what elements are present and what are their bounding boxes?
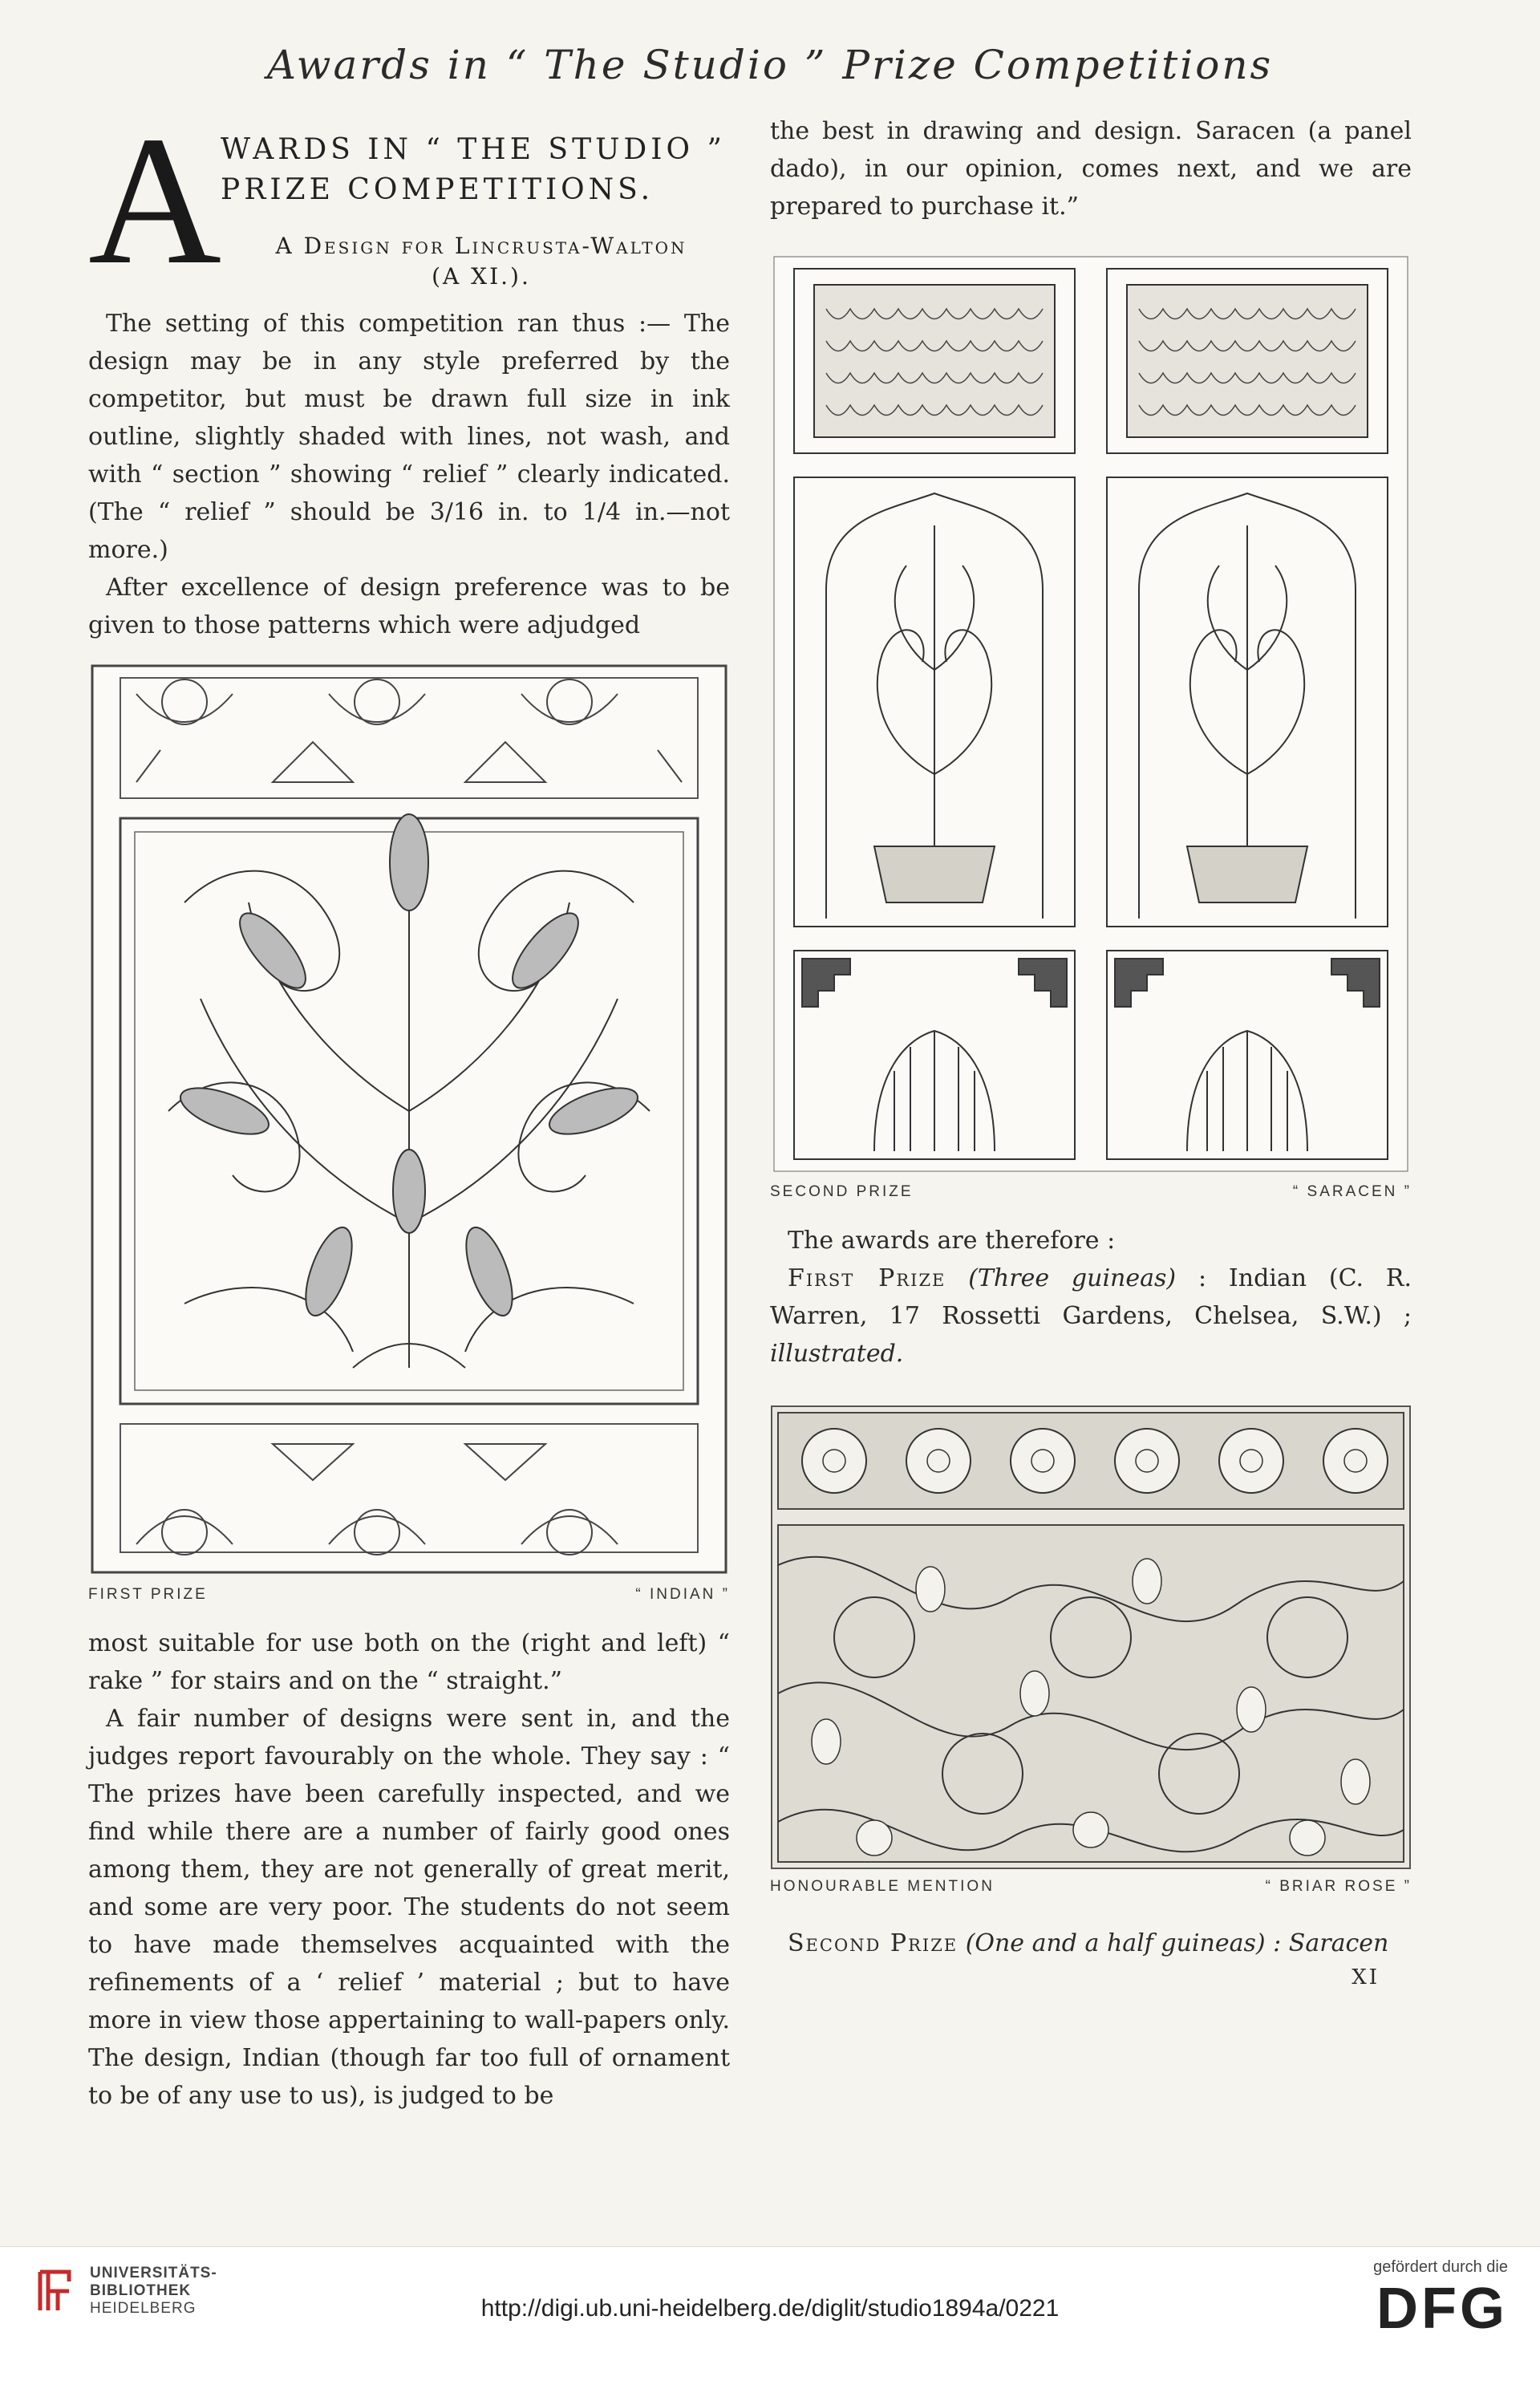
right-column (770, 112, 1412, 1989)
first-prize-text: : Indian (C. R. Warren, 17 Rossetti Gardens, Chelsea, S.W.) ; (770, 1264, 1412, 1330)
figure-second-prize (770, 253, 1412, 1201)
caption-second-prize (770, 1183, 1412, 1201)
paragraph-best-drawing: the best in drawing and design. Saracen (a panel dado), in our opinion, comes next, and we are prepared to purchase it.” (770, 117, 1412, 221)
first-prize-note: illustrated. (770, 1340, 904, 1368)
page-number: XI (1352, 1965, 1380, 1989)
drop-cap: A (88, 98, 222, 302)
caption-second-prize-label: SECOND PRIZE (770, 1183, 914, 1200)
second-prize-label: Second Prize (788, 1929, 958, 1957)
dfg-funding-badge[interactable] (1373, 2258, 1508, 2341)
library-name-line-3: HEIDELBERG (90, 2300, 197, 2317)
running-head: Awards in “ The Studio ” Prize Competitions (266, 42, 1274, 88)
library-name-line-2: BIBLIOTHEK (90, 2282, 192, 2299)
subhead-line-1: A Design for Lincrusta-Walton (275, 233, 687, 259)
left-column (88, 98, 730, 2115)
indian-design-illustration (88, 662, 730, 1576)
paragraph-judges: A fair number of designs were sent in, and the judges report favourably on the whole. They say : “ The prizes have been carefully inspected, and we find while there are a number of fairly good ones among them, they are not generally of great merit, and some are very poor. The students do not seem to have made themselves acquainted with the refinements of a ‘ relief ’ material ; but to have more in view those appertaining to wall-papers only. The design, Indian (though far too full of ornament to be of any use to us), is judged to be (88, 1705, 730, 2110)
caption-first-prize-title: “ INDIAN ” (635, 1586, 730, 1603)
caption-honourable-mention-title: “ BRIAR ROSE ” (1265, 1878, 1412, 1895)
library-name-line-1: UNIVERSITÄTS- (90, 2265, 217, 2281)
article-header (88, 98, 730, 305)
second-prize-text: : Saracen (1273, 1929, 1389, 1957)
dfg-logo: DFG (1376, 2277, 1508, 2341)
paragraph-excellence: After excellence of design preference was to be given to those patterns which were adjudged (88, 574, 730, 639)
second-prize-amount: (One and a half guineas) (965, 1929, 1266, 1957)
paragraph-rake: most suitable for use both on the (right and left) “ rake ” for stairs and on the “ straight.” (88, 1629, 730, 1695)
awards-intro: The awards are therefore : (788, 1227, 1116, 1255)
briar-rose-design-illustration (770, 1405, 1412, 1870)
first-prize-entry (770, 1259, 1412, 1373)
digitization-footer (0, 2246, 1540, 2393)
article-subhead (225, 231, 738, 292)
caption-honourable-mention (770, 1878, 1412, 1896)
caption-honourable-mention-label: HONOURABLE MENTION (770, 1878, 995, 1895)
funded-by-text: gefördert durch die (1373, 2258, 1508, 2276)
caption-second-prize-title: “ SARACEN ” (1292, 1183, 1412, 1200)
permalink-url[interactable]: http://digi.ub.uni-heidelberg.de/diglit/studio1894a/0221 (480, 2295, 1060, 2322)
first-prize-amount: (Three guineas) (968, 1264, 1177, 1292)
first-prize-label: First Prize (788, 1264, 946, 1292)
article-headline: WARDS IN “ THE STUDIO ” PRIZE COMPETITIONS. (221, 133, 726, 206)
caption-first-prize-label: FIRST PRIZE (88, 1586, 208, 1603)
figure-honourable-mention (770, 1405, 1412, 1896)
caption-first-prize (88, 1586, 730, 1604)
figure-first-prize (88, 662, 730, 1604)
saracen-design-illustration (770, 253, 1412, 1175)
paragraph-setting: The setting of this competition ran thus :— The design may be in any style preferred by the competitor, but must be drawn full size in ink outline, slightly shaded with lines, not wash, and with “ section ” showing “ relief ” clearly indicated. (The “ relief ” should be 3/16 in. to 1/4 in.—not more.) (88, 310, 730, 564)
subhead-line-2: (A XI.). (432, 263, 531, 290)
second-prize-entry (770, 1925, 1412, 1962)
